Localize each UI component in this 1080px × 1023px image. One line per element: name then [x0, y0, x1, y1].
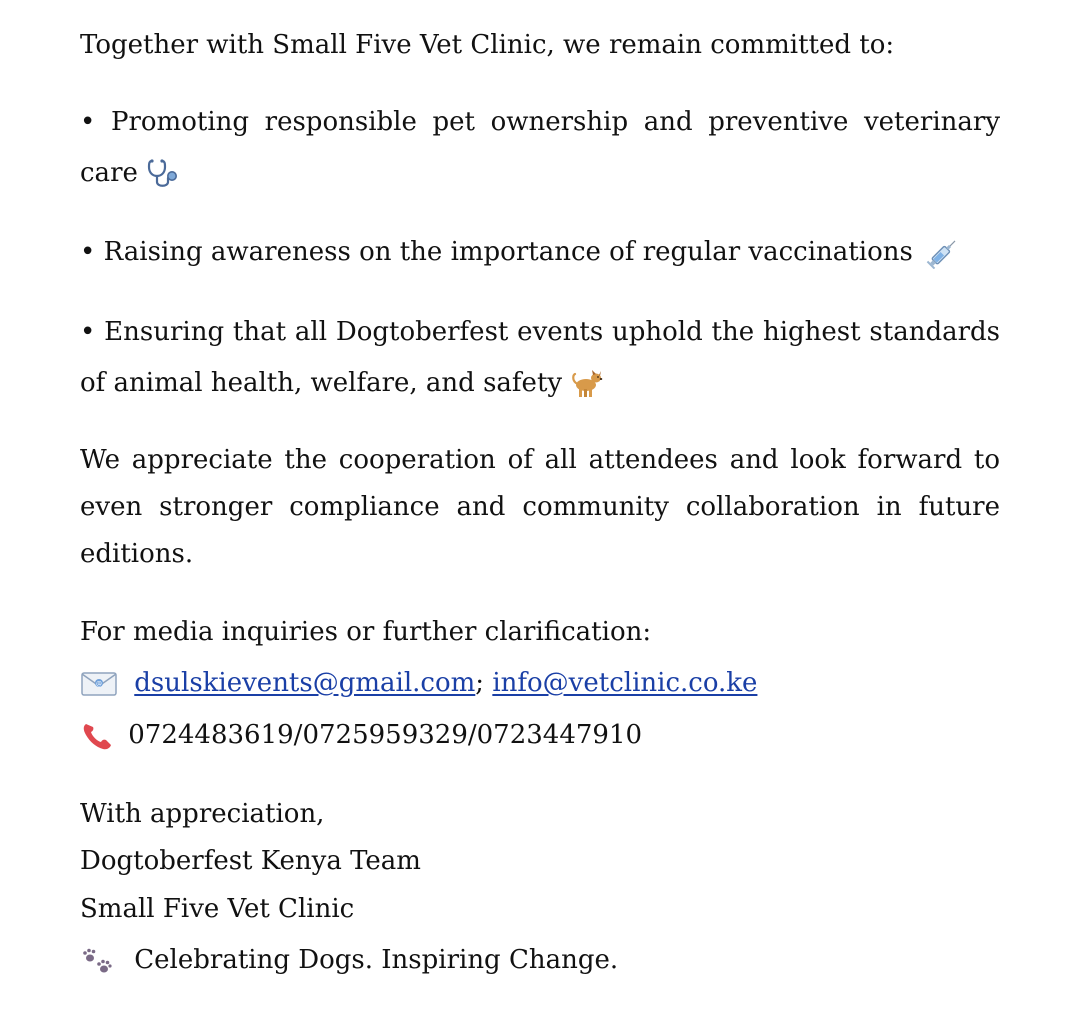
email-link-1[interactable]: dsulskievents@gmail.com: [134, 668, 476, 698]
email-separator: ;: [475, 668, 485, 698]
bullet-text: Ensuring that all Dogtoberfest events uphold the highest standards of animal health, welfare, and safety: [80, 317, 1001, 398]
bullet-item-1: [80, 97, 1000, 199]
syringe-icon: [925, 237, 961, 269]
phone-line: [80, 717, 642, 753]
tagline-text: Celebrating Dogs. Inspiring Change.: [134, 945, 619, 975]
signoff-clinic: Small Five Vet Clinic: [80, 894, 355, 924]
bullet-text: Raising awareness on the importance of regular vaccinations: [103, 237, 913, 267]
telephone-icon: [80, 720, 116, 752]
bullet-marker: •: [80, 107, 96, 137]
email-line: [80, 665, 757, 701]
bullet-item-2: [80, 234, 961, 270]
signoff-team: Dogtoberfest Kenya Team: [80, 846, 421, 876]
intro-text: Together with Small Five Vet Clinic, we remain committed to:: [80, 30, 895, 60]
bullet-item-3: [80, 307, 1000, 409]
dog-icon: [570, 368, 606, 400]
envelope-icon: [80, 670, 118, 698]
phone-numbers: 0724483619/0725959329/0723447910: [128, 720, 643, 750]
stethoscope-icon: [146, 158, 182, 190]
tagline-line: [80, 942, 618, 978]
bullet-marker: •: [80, 317, 96, 347]
svg-text:@: @: [96, 680, 102, 688]
contact-heading: For media inquiries or further clarification:: [80, 617, 652, 647]
signoff-greeting: With appreciation,: [80, 799, 325, 829]
bullet-text: Promoting responsible pet ownership and preventive veterinary care: [80, 107, 1001, 188]
paw-prints-icon: [80, 945, 116, 977]
closing-paragraph: We appreciate the cooperation of all attendees and look forward to even stronger compliance and community collaboration in future editions.: [80, 445, 1000, 569]
bullet-marker: •: [80, 237, 96, 267]
email-link-2[interactable]: info@vetclinic.co.ke: [492, 668, 758, 698]
